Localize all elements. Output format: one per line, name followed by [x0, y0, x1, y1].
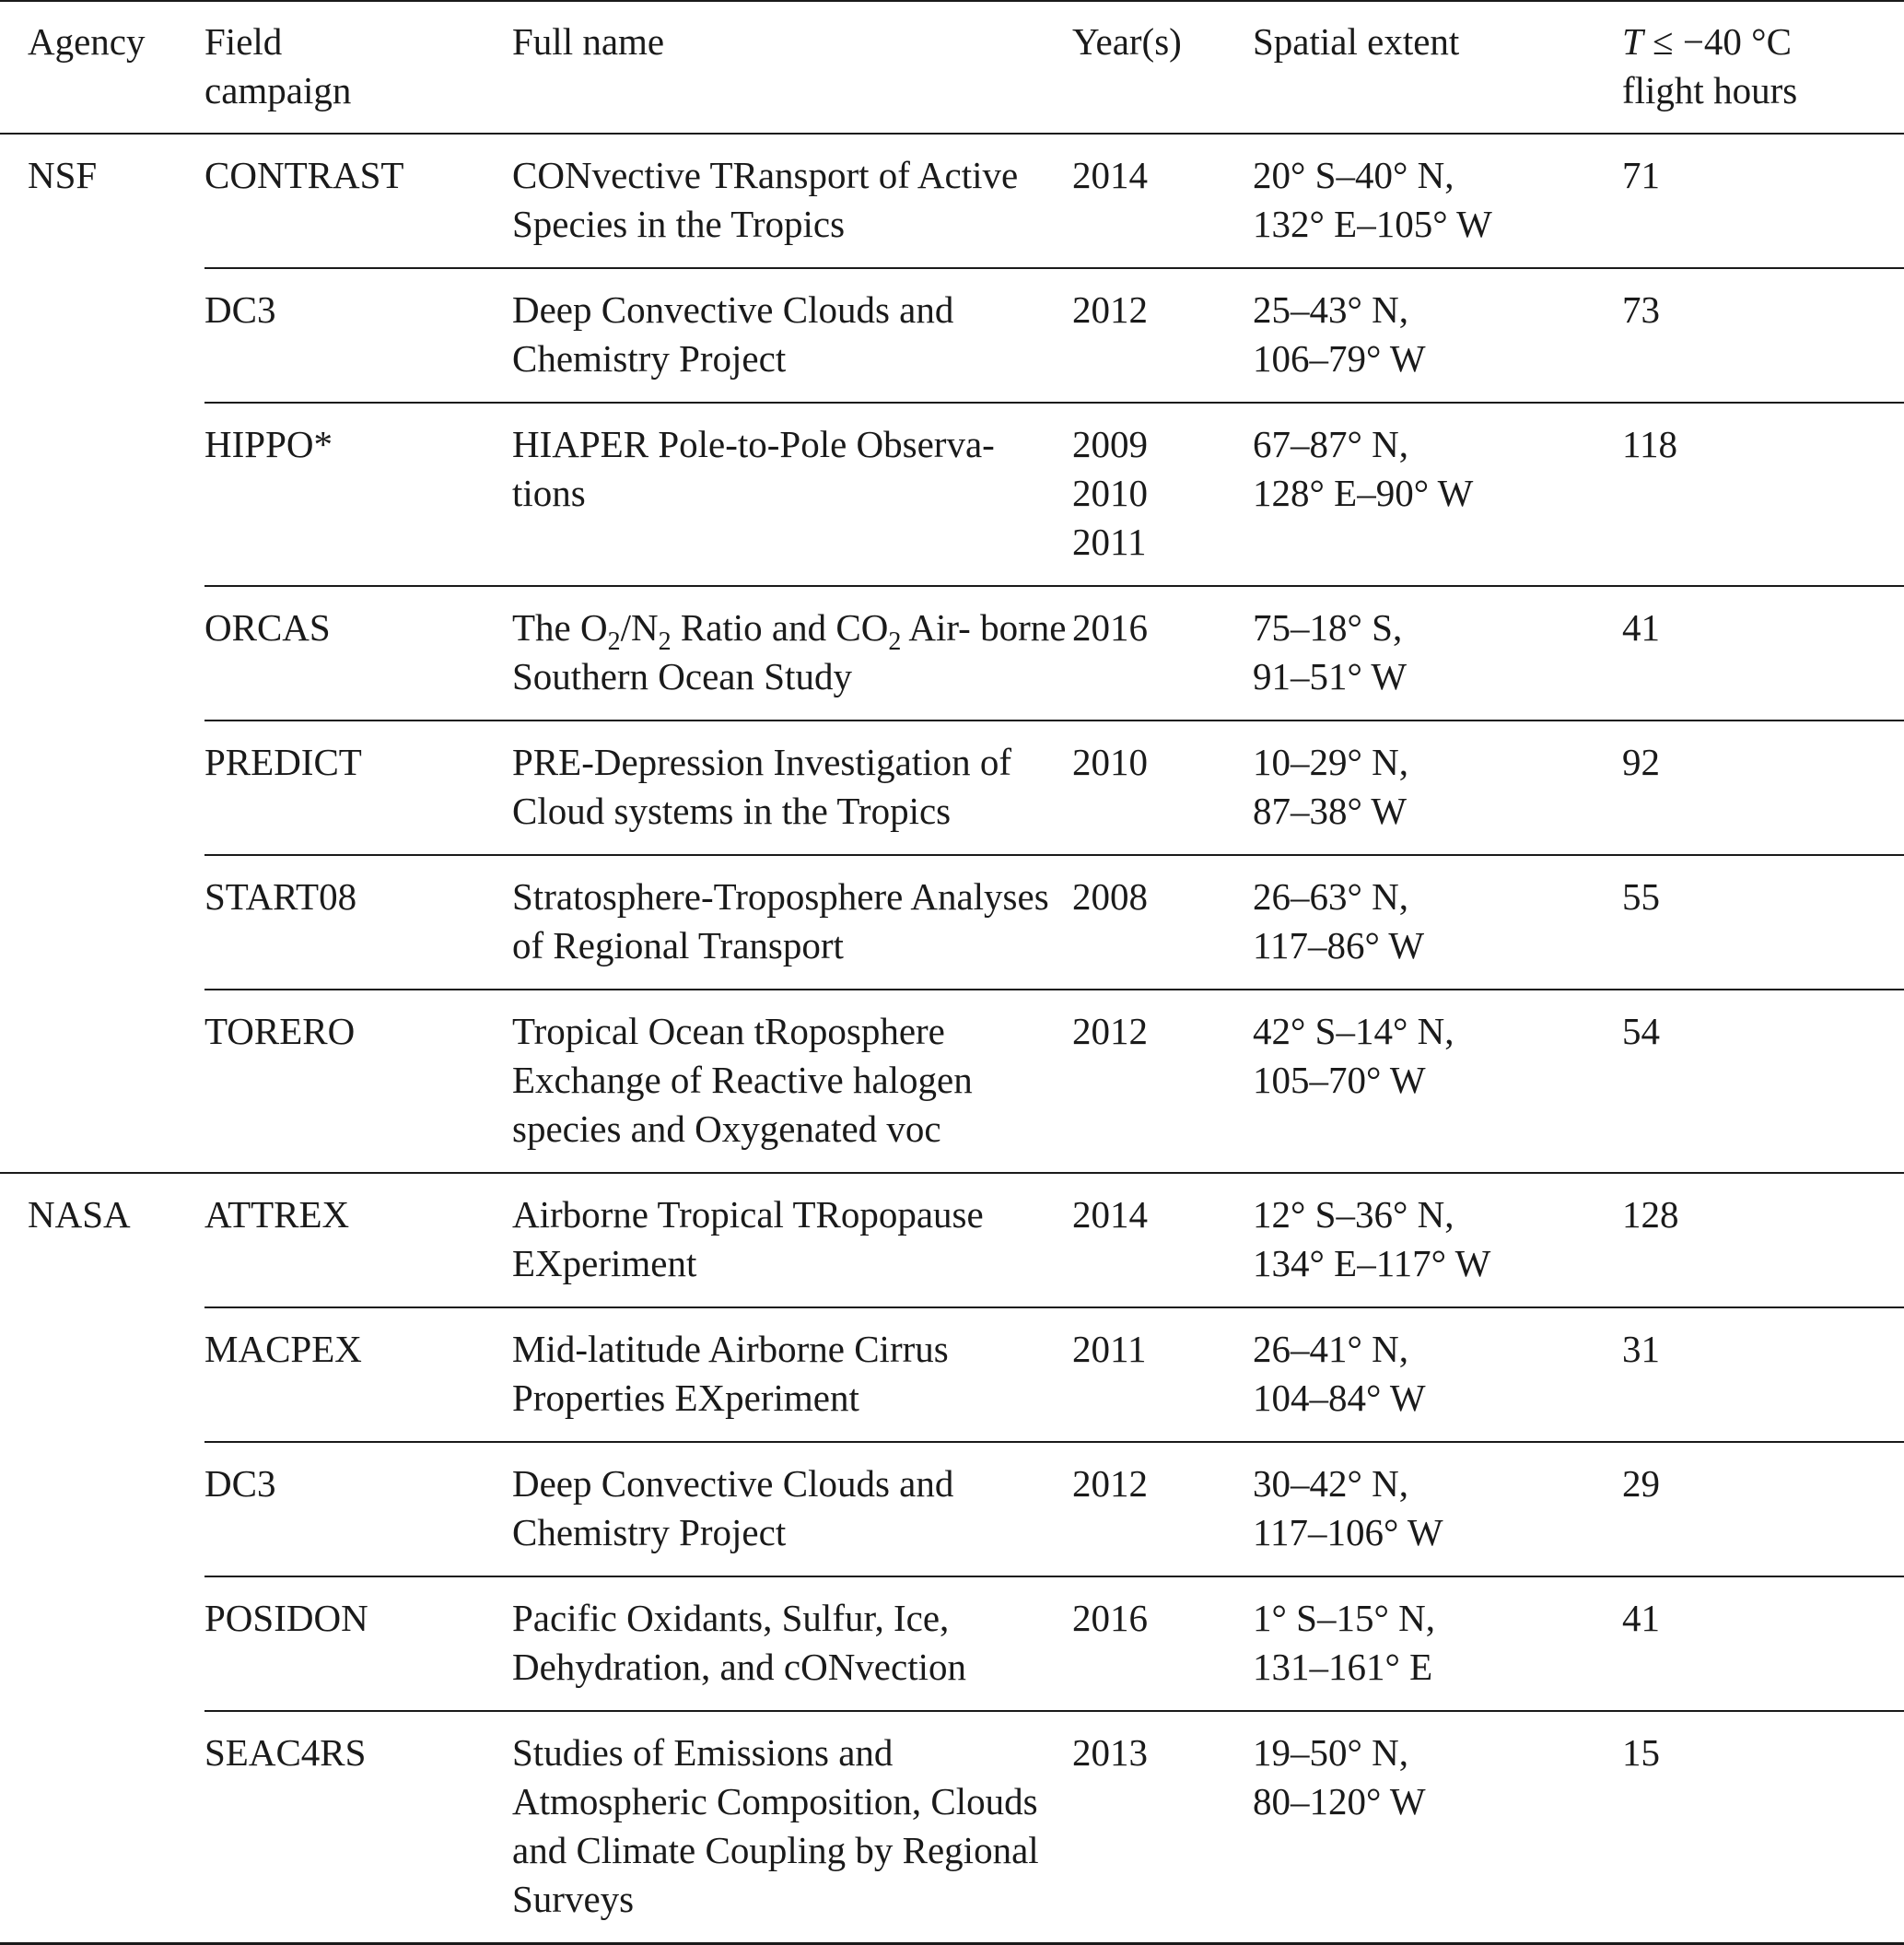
campaign-cell: SEAC4RS — [204, 1711, 512, 1944]
extent-line: 26–63° N, — [1253, 875, 1409, 918]
years-cell — [1072, 1711, 1253, 1944]
campaign-cell: ATTREX — [204, 1173, 512, 1307]
extent-line: 80–120° W — [1253, 1780, 1426, 1822]
header-field-line2: campaign — [204, 69, 352, 111]
years-cell — [1072, 1576, 1253, 1711]
year-value: 2016 — [1072, 606, 1148, 649]
extent-cell — [1253, 268, 1622, 403]
full-name-part: /N — [620, 606, 659, 649]
year-value: 2009 — [1072, 423, 1148, 465]
full-name-part: The O — [512, 606, 608, 649]
campaign-cell: HIPPO* — [204, 403, 512, 586]
extent-line: 10–29° N, — [1253, 741, 1409, 783]
extent-cell — [1253, 990, 1622, 1173]
full-name-part: Air- borne Southern Ocean Study — [512, 606, 1067, 697]
year-value: 2013 — [1072, 1731, 1148, 1774]
years-cell — [1072, 134, 1253, 268]
year-value: 2014 — [1072, 1193, 1148, 1236]
full-name-cell: PRE-Depression Investigation of Cloud systems in the Tropics — [512, 721, 1072, 855]
full-name-part: 2 — [607, 627, 621, 656]
table-body — [0, 134, 1904, 1944]
table-row — [0, 721, 1904, 855]
hours-cell: 54 — [1622, 990, 1904, 1173]
agency-cell — [0, 268, 204, 403]
years-cell — [1072, 403, 1253, 586]
year-value: 2011 — [1072, 1328, 1147, 1370]
campaign-cell: ORCAS — [204, 586, 512, 721]
header-full-name: Full name — [512, 1, 1072, 134]
agency-cell — [0, 586, 204, 721]
hours-cell: 29 — [1622, 1442, 1904, 1576]
year-value: 2010 — [1072, 741, 1148, 783]
extent-cell — [1253, 1711, 1622, 1944]
year-value: 2012 — [1072, 1462, 1148, 1505]
header-spatial-extent: Spatial extent — [1253, 1, 1622, 134]
years-cell — [1072, 1442, 1253, 1576]
header-agency: Agency — [0, 1, 204, 134]
full-name-cell: Mid-latitude Airborne Cirrus Properties EXperiment — [512, 1307, 1072, 1442]
extent-line: 26–41° N, — [1253, 1328, 1409, 1370]
campaign-cell: MACPEX — [204, 1307, 512, 1442]
campaign-cell: DC3 — [204, 1442, 512, 1576]
years-cell — [1072, 721, 1253, 855]
full-name-part: 2 — [658, 627, 672, 656]
years-cell — [1072, 1173, 1253, 1307]
extent-line: 12° S–36° N, — [1253, 1193, 1454, 1236]
table-row — [0, 403, 1904, 586]
header-row — [0, 1, 1904, 134]
extent-line: 42° S–14° N, — [1253, 1010, 1454, 1052]
years-cell — [1072, 855, 1253, 990]
table-row — [0, 268, 1904, 403]
full-name-cell — [512, 586, 1072, 721]
full-name-cell: Airborne Tropical TRopopause EXperiment — [512, 1173, 1072, 1307]
hours-cell: 31 — [1622, 1307, 1904, 1442]
header-hours-line1 — [1622, 18, 1904, 66]
full-name-cell: Deep Convective Clouds and Chemistry Project — [512, 268, 1072, 403]
agency-cell — [0, 1307, 204, 1442]
extent-cell — [1253, 721, 1622, 855]
year-value: 2016 — [1072, 1597, 1148, 1639]
table-row — [0, 1442, 1904, 1576]
full-name-cell: HIAPER Pole-to-Pole Observa- tions — [512, 403, 1072, 586]
header-flight-hours — [1622, 1, 1904, 134]
table-row — [0, 1576, 1904, 1711]
extent-line: 1° S–15° N, — [1253, 1597, 1435, 1639]
hours-cell: 55 — [1622, 855, 1904, 990]
years-cell — [1072, 268, 1253, 403]
extent-line: 106–79° W — [1253, 337, 1426, 380]
header-hours-line2: flight hours — [1622, 69, 1798, 111]
year-value: 2011 — [1072, 521, 1147, 563]
year-value: 2010 — [1072, 472, 1148, 514]
years-cell — [1072, 1307, 1253, 1442]
agency-cell: NASA — [0, 1173, 204, 1307]
agency-cell — [0, 855, 204, 990]
years-cell — [1072, 586, 1253, 721]
extent-line: 67–87° N, — [1253, 423, 1409, 465]
table-row — [0, 1173, 1904, 1307]
year-value: 2012 — [1072, 1010, 1148, 1052]
full-name-cell: Stratosphere-Troposphere Analyses of Regional Transport — [512, 855, 1072, 990]
year-value: 2008 — [1072, 875, 1148, 918]
header-hours-var: T — [1622, 20, 1643, 63]
header-years: Year(s) — [1072, 1, 1253, 134]
full-name-cell: Studies of Emissions and Atmospheric Composition, Clouds and Climate Coupling by Regional Surveys — [512, 1711, 1072, 1944]
extent-line: 20° S–40° N, — [1253, 154, 1454, 196]
hours-cell: 118 — [1622, 403, 1904, 586]
full-name-cell: Tropical Ocean tRoposphere Exchange of Reactive halogen species and Oxygenated voc — [512, 990, 1072, 1173]
hours-cell: 73 — [1622, 268, 1904, 403]
full-name-cell: Deep Convective Clouds and Chemistry Project — [512, 1442, 1072, 1576]
hours-cell: 92 — [1622, 721, 1904, 855]
year-value: 2014 — [1072, 154, 1148, 196]
full-name-cell: Pacific Oxidants, Sulfur, Ice, Dehydration, and cONvection — [512, 1576, 1072, 1711]
campaign-cell: DC3 — [204, 268, 512, 403]
extent-line: 104–84° W — [1253, 1377, 1426, 1419]
extent-line: 132° E–105° W — [1253, 203, 1492, 245]
agency-cell — [0, 403, 204, 586]
full-name-part: Ratio and CO — [671, 606, 889, 649]
years-cell — [1072, 990, 1253, 1173]
agency-cell — [0, 990, 204, 1173]
extent-line: 25–43° N, — [1253, 288, 1409, 331]
extent-line: 128° E–90° W — [1253, 472, 1474, 514]
agency-cell — [0, 1576, 204, 1711]
campaign-cell: POSIDON — [204, 1576, 512, 1711]
hours-cell: 41 — [1622, 1576, 1904, 1711]
extent-line: 75–18° S, — [1253, 606, 1403, 649]
table-row — [0, 134, 1904, 268]
extent-cell — [1253, 855, 1622, 990]
extent-line: 117–106° W — [1253, 1511, 1443, 1553]
extent-cell — [1253, 1307, 1622, 1442]
header-field-campaign — [204, 1, 512, 134]
extent-line: 91–51° W — [1253, 655, 1408, 697]
hours-cell: 41 — [1622, 586, 1904, 721]
full-name-cell: CONvective TRansport of Active Species in the Tropics — [512, 154, 1019, 245]
extent-cell — [1253, 1442, 1622, 1576]
table-row — [0, 855, 1904, 990]
header-field-line1: Field — [204, 20, 283, 63]
table-row — [0, 1711, 1904, 1944]
hours-cell: 128 — [1622, 1173, 1904, 1307]
campaign-cell: TORERO — [204, 990, 512, 1173]
extent-cell — [1253, 134, 1622, 268]
campaign-cell: PREDICT — [204, 721, 512, 855]
campaign-cell: CONTRAST — [204, 154, 404, 196]
extent-cell — [1253, 1576, 1622, 1711]
extent-line: 19–50° N, — [1253, 1731, 1409, 1774]
table-row — [0, 990, 1904, 1173]
extent-line: 87–38° W — [1253, 790, 1408, 832]
hours-cell: 71 — [1622, 154, 1660, 196]
year-value: 2012 — [1072, 288, 1148, 331]
extent-line: 134° E–117° W — [1253, 1242, 1491, 1284]
extent-line: 131–161° E — [1253, 1646, 1433, 1688]
extent-cell — [1253, 1173, 1622, 1307]
agency-cell: NSF — [28, 154, 98, 196]
extent-cell — [1253, 403, 1622, 586]
table-row — [0, 586, 1904, 721]
extent-line: 117–86° W — [1253, 924, 1425, 967]
header-hours-cond: ≤ −40 °C — [1642, 20, 1792, 63]
extent-cell — [1253, 586, 1622, 721]
table-row — [0, 1307, 1904, 1442]
hours-cell: 15 — [1622, 1711, 1904, 1944]
extent-line: 105–70° W — [1253, 1059, 1426, 1101]
extent-line: 30–42° N, — [1253, 1462, 1409, 1505]
full-name-part: 2 — [888, 627, 902, 656]
agency-cell — [0, 1711, 204, 1944]
campaign-cell: START08 — [204, 855, 512, 990]
agency-cell — [0, 721, 204, 855]
agency-cell — [0, 1442, 204, 1576]
